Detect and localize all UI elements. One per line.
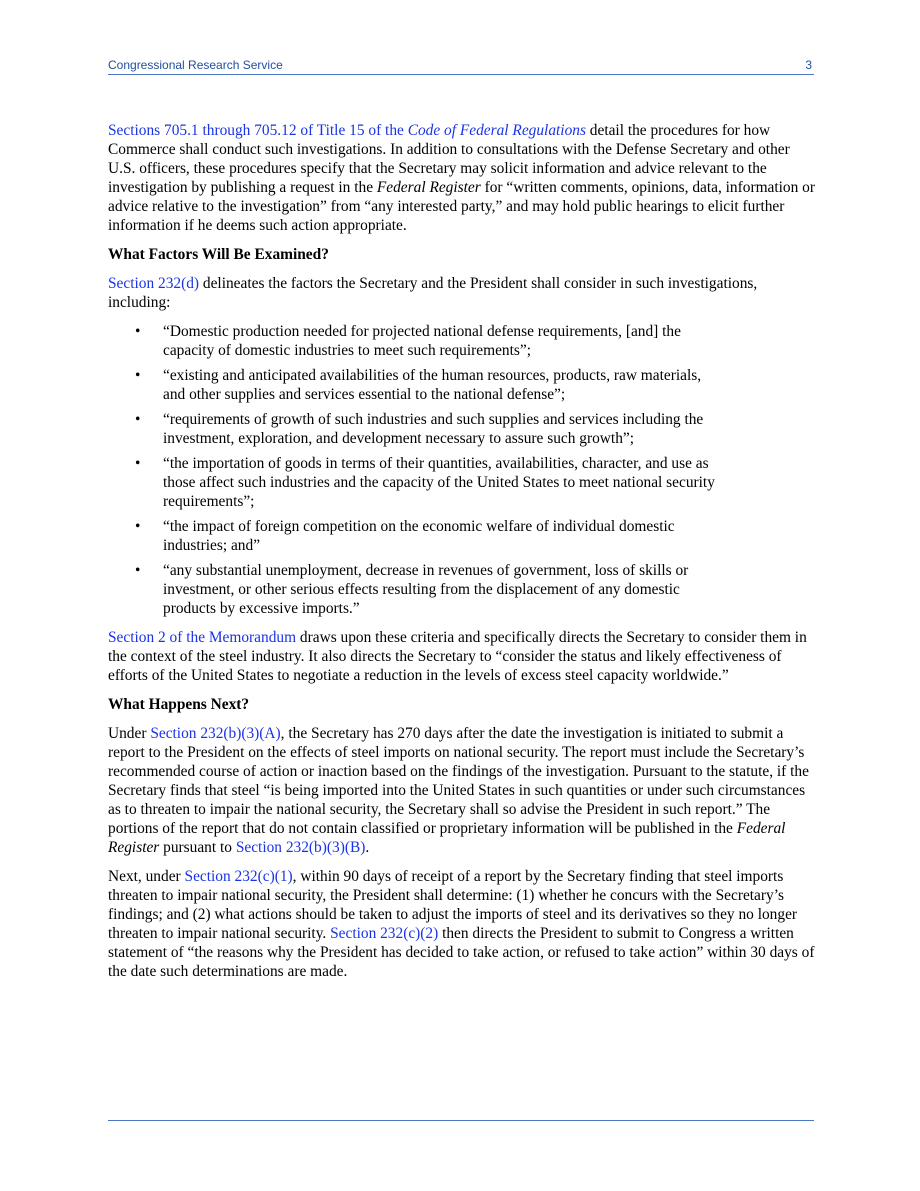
bullet-icon: • <box>135 518 141 535</box>
list-item <box>108 454 816 511</box>
paragraph-text: delineates the factors the Secretary and the President shall consider in such investigations, including: <box>108 275 758 311</box>
link-cfr-title: Code of Federal Regulations <box>407 122 586 139</box>
paragraph-section-232d <box>108 274 816 312</box>
link-section-232c1[interactable]: Section 232(c)(1) <box>184 868 293 885</box>
paragraph-cfr-procedures <box>108 121 816 235</box>
paragraph-text: Under <box>108 725 151 742</box>
list-item-line: “existing and anticipated availabilities of the human resources, products, raw materials, <box>163 367 702 384</box>
paragraph-text: then directs the President to submit to Congress a written statement of “the reasons why the President has decided to take action, or refused to take action” within 30 days of the date such determinations are made. <box>108 925 815 980</box>
heading-factors: What Factors Will Be Examined? <box>108 246 329 263</box>
paragraph-text: , within 90 days of receipt of a report by the Secretary finding that steel imports threaten to impair national security, the President shall determine: (1) whether he concurs with the Secretary’s findings; and (2) what actions should be taken to adjust the imports of steel and its derivatives so they no longer threaten to impair national security. <box>108 868 798 942</box>
bullet-icon: • <box>135 411 141 428</box>
list-item-line: “requirements of growth of such industries and such supplies and services including the <box>163 411 704 428</box>
list-item-line: “the importation of goods in terms of their quantities, availabilities, character, and use as <box>163 455 709 472</box>
paragraph-president-determination <box>108 867 816 981</box>
bullet-icon: • <box>135 367 141 384</box>
list-item-line: requirements”; <box>163 493 255 510</box>
list-item-line: investment, or other serious effects resulting from the displacement of any domestic <box>163 581 680 598</box>
heading-what-happens-next: What Happens Next? <box>108 696 250 713</box>
factors-list <box>108 322 816 618</box>
bullet-icon: • <box>135 323 141 340</box>
list-item-line: “any substantial unemployment, decrease in revenues of government, loss of skills or <box>163 562 689 579</box>
page-number: 3 <box>805 58 812 72</box>
link-memorandum-section-2[interactable]: Section 2 of the Memorandum <box>108 629 297 646</box>
link-section-232c2[interactable]: Section 232(c)(2) <box>330 925 439 942</box>
link-cfr-sections-text: Sections 705.1 through 705.12 of Title 15 of the <box>108 122 408 139</box>
paragraph-text: Next, under <box>108 868 185 885</box>
italic-federal-register: Federal Register <box>376 179 481 196</box>
list-item-line: industries; and” <box>163 537 261 554</box>
list-item-line: and other supplies and services essential to the national defense”; <box>163 386 566 403</box>
list-item-line: capacity of domestic industries to meet such requirements”; <box>163 342 531 359</box>
list-item <box>108 561 816 618</box>
document-body <box>108 121 816 991</box>
list-item-line: products by excessive imports.” <box>163 600 360 617</box>
list-item-line: those affect such industries and the capacity of the United States to meet national security <box>163 474 715 491</box>
paragraph-text: for “written comments, opinions, data, information or advice relative to the investigation” from “any interested party,” and may hold public hearings to elicit further information if he deems such action appropriate. <box>108 179 815 234</box>
paragraph-memorandum <box>108 628 816 685</box>
paragraph-text: detail the procedures for how Commerce shall conduct such investigations. In addition to consultations with the Defense Secretary and other U.S. officers, these procedures specify that the Secretary may solicit information and advice relevant to the investigation by publishing a request in the <box>108 122 790 196</box>
link-section-232b3a[interactable]: Section 232(b)(3)(A) <box>150 725 281 742</box>
paragraph-text: . <box>365 839 370 856</box>
paragraph-text: , the Secretary has 270 days after the date the investigation is initiated to submit a report to the President on the effects of steel imports on national security. The report must include the Secretary’s recommended course of action or inaction based on the findings of the investigation. Pursuant to the statute, if the Secretary finds that steel “is being imported into the United States in such quantities or under such circumstances as to threaten to impair the national security, the Secretary shall so advise the President in such report.” The portions of the report that do not contain classified or proprietary information will be published in the <box>108 725 809 837</box>
running-header <box>108 58 814 74</box>
italic-federal-register: Federal Register <box>108 820 786 856</box>
list-item-line: “the impact of foreign competition on the economic welfare of individual domestic <box>163 518 675 535</box>
list-item <box>108 322 816 360</box>
paragraph-text: pursuant to <box>159 839 236 856</box>
header-title: Congressional Research Service <box>108 58 283 72</box>
list-item-line: investment, exploration, and development necessary to assure such growth”; <box>163 430 634 447</box>
list-item-line: “Domestic production needed for projected national defense requirements, [and] the <box>163 323 681 340</box>
link-cfr-sections[interactable] <box>108 122 586 139</box>
footer-rule <box>108 1120 814 1121</box>
list-item <box>108 366 816 404</box>
list-item <box>108 517 816 555</box>
paragraph-text: draws upon these criteria and specifically directs the Secretary to consider them in the context of the steel industry. It also directs the Secretary to “consider the status and likely effectiveness of efforts of the United States to negotiate a reduction in the levels of excess steel capacity worldwide.” <box>108 629 807 684</box>
bullet-icon: • <box>135 562 141 579</box>
bullet-icon: • <box>135 455 141 472</box>
link-section-232b3b[interactable]: Section 232(b)(3)(B) <box>235 839 366 856</box>
list-item <box>108 410 816 448</box>
link-section-232d[interactable]: Section 232(d) <box>108 275 200 292</box>
paragraph-report-timeline <box>108 724 816 857</box>
header-rule <box>108 74 814 75</box>
